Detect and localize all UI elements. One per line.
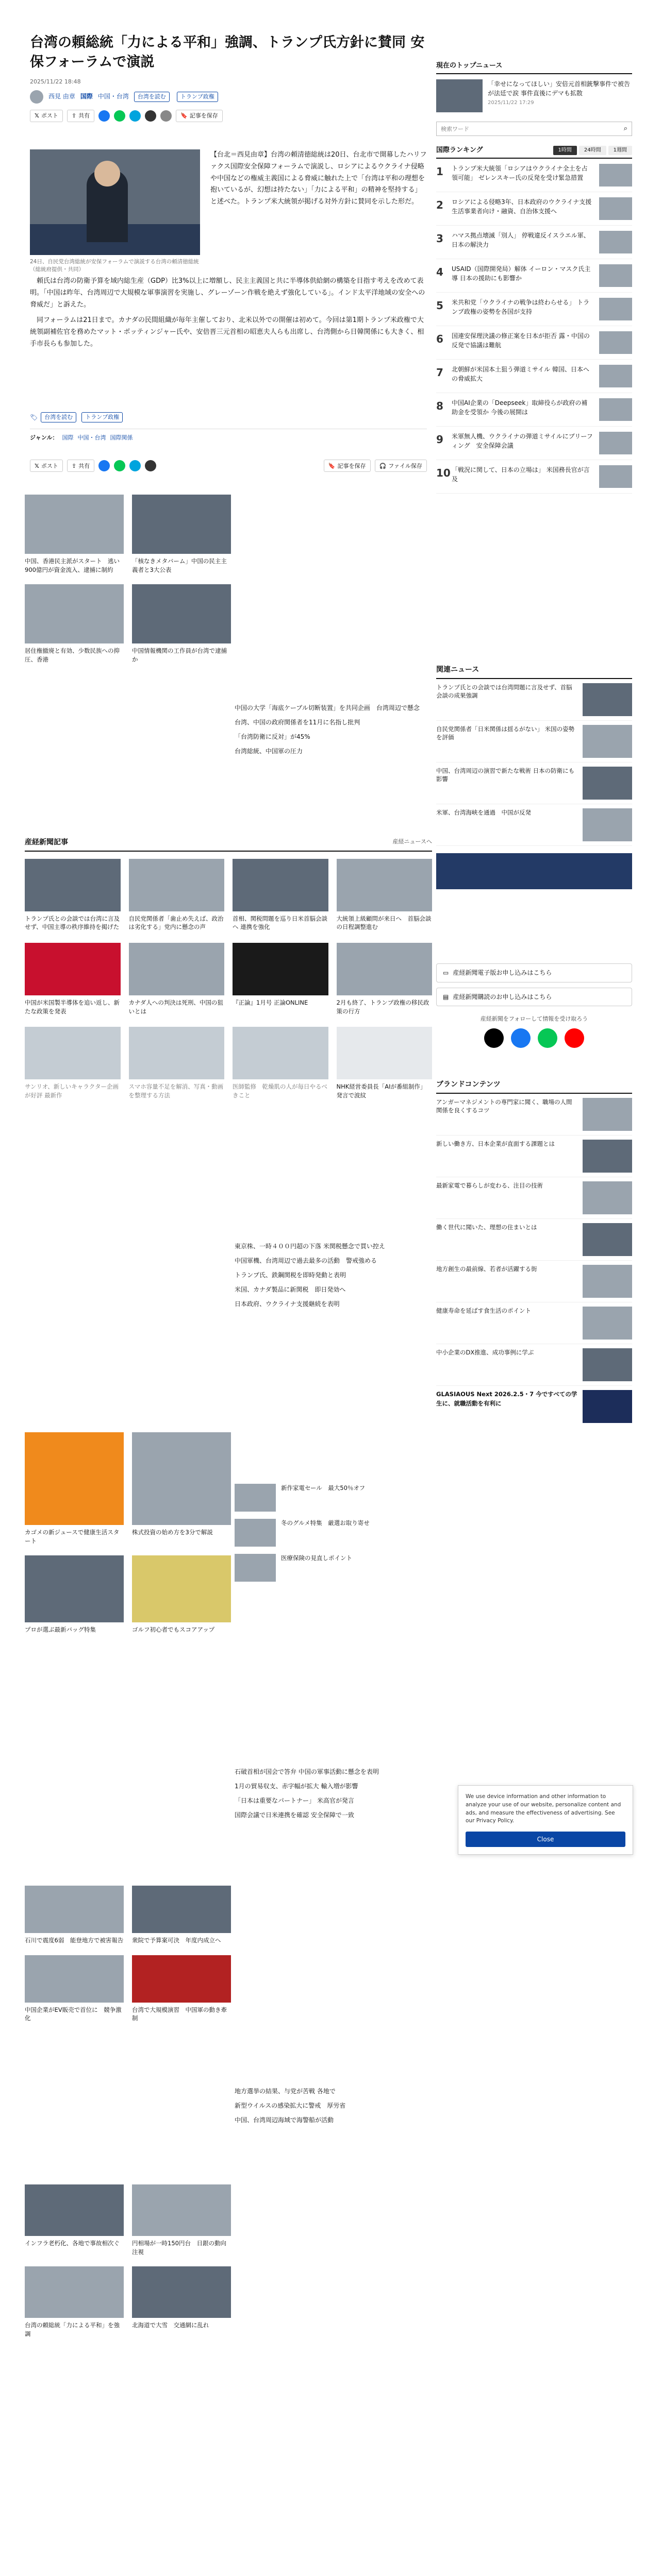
ranking-list [436,159,632,494]
recommend-card[interactable] [337,943,433,1015]
top-news-header: 現在のトップニュース [436,61,632,74]
related-text-item[interactable]: 台湾、中国の政府関係者を11月に名指し批判 [235,719,360,726]
related-card-image [132,584,231,643]
ranking-thumb [599,231,632,253]
bottom-hatena-icon[interactable] [129,460,141,471]
recommend-card[interactable] [129,1027,225,1099]
pr-card[interactable] [25,1432,124,1545]
brand-item[interactable] [436,1219,632,1261]
genre-2[interactable]: 国際関係 [110,434,133,441]
bookmark-icon: 🔖 [328,462,336,469]
more-news-card[interactable] [25,1955,124,2023]
sidebar-related-thumb [583,725,632,758]
more-news-card-image [132,2266,231,2318]
ranking-thumb [599,264,632,287]
recommend-card[interactable] [233,1027,328,1099]
recommend-card-text: 大統領上級顧問が来日へ 首脳会談の日程調整進む [336,914,432,931]
pr-text-item[interactable]: 医療保険の見直しポイント [281,1554,352,1562]
lead-dateline: 【台北＝西見由章】 [210,151,271,159]
recommend-card[interactable] [129,859,225,931]
related-card[interactable] [132,584,231,664]
ranking-number: 3 [436,232,443,245]
more-news-text-item[interactable]: 1月の貿易収支、赤字幅が拡大 輸入増が影響 [235,1783,358,1790]
brand-thumb [583,1265,632,1298]
more-news-text-item[interactable]: 新型ウイルスの感染拡大に警戒 厚労省 [235,2102,346,2109]
brand-text: 中小企業のDX推進、成功事例に学ぶ [436,1348,534,1356]
ranking-number: 9 [436,433,443,446]
bookmark-icon: 🔖 [180,112,188,120]
share-label: 共有 [78,112,90,120]
ranking-text: 北朝鮮が米国本土狙う弾道ミサイル 韓国、日本への脅威拡大 [452,366,589,383]
follow-x-icon[interactable] [484,1028,504,1048]
pr-thumb [235,1484,276,1512]
search-box[interactable] [436,122,632,136]
ranking-number: 7 [436,366,443,379]
recommend-more-link[interactable]: 産経ニュースへ [392,838,432,845]
ranking-tab-1h[interactable]: 1時間 [553,146,577,155]
bottom-save-button[interactable] [324,460,371,472]
subscribe-digital-label: 産経新聞電子版お申し込みはこちら [453,969,552,976]
more-news-card-text: 北海道で大雪 交通網に乱れ [132,2321,209,2329]
ranking-item[interactable] [436,293,632,326]
recommend-card-image [233,859,328,911]
ranking-number: 1 [436,165,443,178]
ranking-thumb [599,398,632,421]
more-news-card-text: インフラ老朽化、各地で事故相次ぐ [25,2240,120,2247]
ranking-number: 6 [436,333,443,346]
brand-item[interactable] [436,1136,632,1177]
cookie-close-button[interactable]: Close [466,1832,625,1847]
more-news-card[interactable] [132,2266,231,2338]
recommend-card-text: トランプ氏との会談では台湾に言及せず、中国主導の秩序維持を掲げた [25,914,120,931]
related-card-text: 居住権撤廃と有効、少数民族への抑圧、香港 [25,647,120,664]
recommend-card[interactable] [129,943,225,1015]
pr-text-item[interactable]: 冬のグルメ特集 厳選お取り寄せ [281,1519,370,1527]
sidebar-related-card[interactable] [436,721,632,762]
bottom-save-label: 記事を保存 [337,462,366,469]
pr-card-image [132,1432,231,1525]
brand-text: アンガーマネジメントの専門家に聞く、職場の人間関係を良くするコツ [436,1098,572,1114]
sidebar-related-text: 中国、台湾周辺の演習で新たな戦術 日本の防衛にも影響 [436,767,575,783]
sidebar-related-text: 米軍、台湾海峡を通過 中国が反発 [436,808,531,816]
brand-text: 健康寿命を延ばす食生活のポイント [436,1307,531,1314]
save-article-label: 記事を保存 [189,112,218,120]
sidebar-related-thumb [583,683,632,716]
article-date: 2025/11/22 18:48 [30,78,81,85]
ranking-text: 米共和党「ウクライナの戦争は終わらせる」 トランプ政権の姿勢を各国が支持 [452,299,590,316]
more-news-card[interactable] [132,1886,231,1945]
brand-thumb [583,1223,632,1256]
ad-banner[interactable] [436,853,632,889]
recommend-card-image [337,1027,433,1079]
ranking-item[interactable] [436,326,632,360]
search-input[interactable] [441,126,624,132]
cookie-dialog [458,1785,633,1855]
bottom-facebook-icon[interactable] [98,460,110,471]
ranking-number: 8 [436,400,443,413]
top-news-thumb [436,79,483,112]
sidebar-related-thumb [583,767,632,800]
more-news-card-image [25,1955,124,2003]
pr-card-image [25,1432,124,1525]
brand-thumb [583,1181,632,1214]
genre-1[interactable]: 中国・台湾 [77,434,106,441]
top-news-date: 2025/11/22 17:29 [488,100,534,106]
more-news-text-item[interactable]: 地方選挙の結果、与党が苦戦 各地で [235,2088,336,2095]
recommend-card-text: 首相、関税問題を巡り日米首脳会談へ 連携を強化 [233,914,327,931]
share-link-icon[interactable] [160,110,172,122]
tag-link-1[interactable]: トランプ政権 [177,92,218,102]
body-paragraph-1: 頼氏は台湾の防衛予算を域内総生産（GDP）比3%以上に増額し、民主主義国と共に半導体供給網の構築を目指す考えを改めて表明。「中国は昨年、台湾周辺で大規模な軍事演習を実施し、グレーゾーン作戦を絶えず強化している」。インド太平洋地域の安全への脅威だ」と訴えた。 [30,277,425,309]
more-news-card-image [25,1886,124,1933]
author-avatar [30,90,43,104]
banner-text[interactable]: GLASIAOUS Next 2026.2.5・7 今ですべての学生に、就職活動を有利に [436,1390,577,1407]
subscribe-paper-label: 産経新聞購読のお申し込みはこちら [453,993,552,1001]
brand-item[interactable] [436,1302,632,1344]
follow-line-icon[interactable] [538,1028,557,1048]
brand-text: 新しい働き方、日本企業が直面する課題とは [436,1140,555,1147]
related-card[interactable] [25,584,124,664]
recommend-text-item[interactable]: トランプ氏、鉄鋼関税を即時発動と表明 [235,1272,346,1279]
pr-thumb [235,1554,276,1582]
newspaper-icon: ▤ [443,993,449,1001]
ranking-item[interactable] [436,192,632,226]
ranking-item[interactable] [436,393,632,427]
pr-card[interactable] [25,1555,124,1634]
recommend-card[interactable] [233,859,328,931]
ranking-text: ロシアによる侵略3年、日本政府のウクライナ支援 生活事業者向け・融資、自治体支援へ [452,198,598,215]
sidebar-related-card[interactable] [436,762,632,804]
ranking-item[interactable] [436,460,632,494]
brand-item[interactable] [436,1094,632,1136]
article-title: 台湾の頼総統「力による平和」強調、トランプ氏方針に賛同 安保フォーラムで演説 [30,35,425,70]
pr-card-text: カゴメの新ジュースで健康生活スタート [25,1529,120,1545]
save-article-button[interactable] [176,110,223,122]
recommend-card[interactable] [233,943,328,1015]
ranking-text: 「戦況に関して、日本の立場は」 米国務長官が言及 [452,466,590,483]
share-x-button[interactable] [30,110,63,122]
share-facebook-icon[interactable] [98,110,110,122]
brand-thumb [583,1348,632,1381]
tag-link-0[interactable]: 台湾を読む [134,92,170,102]
genre-0[interactable]: 国際 [62,434,74,441]
pr-text-item[interactable]: 新作家電セール 最大50％オフ [281,1484,366,1492]
ranking-tab-24h[interactable]: 24時間 [579,146,606,155]
audio-save-label: ファイル保存 [388,462,422,469]
brand-header-title: ブランドコンテンツ [436,1080,501,1089]
related-card-image [25,584,124,643]
recommend-text-item[interactable]: 東京株、一時４００円超の下落 米関税懸念で買い控え [235,1243,385,1250]
recommend-card[interactable] [25,1027,121,1099]
more-news-card-text: 石川で震度6弱 能登地方で被害報告 [25,1937,124,1944]
recommend-card-text: 自民党関係者「歯止め失えば、政治は劣化する」党内に懸念の声 [128,914,224,931]
recommend-card-text: サンリオ、新しいキャラクター企画が好評 最新作 [25,1083,119,1099]
ranking-text: 国連安保理決議の修正案を日本が拒否 露・中国の反発で協議は難航 [452,332,590,349]
pr-card-text: プロが選ぶ最新バッグ特集 [25,1626,96,1634]
recommend-card-image [129,943,225,995]
more-news-text-item[interactable]: 石破首相が国会で答弁 中国の軍事活動に懸念を表明 [235,1768,379,1775]
more-news-card-image [25,2266,124,2318]
recommend-header [25,837,432,852]
recommend-text-item[interactable]: 日本政府、ウクライナ支援継続を表明 [235,1300,340,1308]
brand-header [436,1079,632,1094]
ranking-thumb [599,365,632,387]
sidebar-related-card[interactable] [436,679,632,721]
x-logo-icon: 𝕏 [35,462,39,469]
bottom-share-button[interactable] [67,460,94,472]
related-card-text: 中国、香港民主派がスタート 逃い900億円が資金流入、逮捕に制約 [25,557,120,573]
follow-text: 産経新聞をフォローして情報を受け取ろう [480,1015,588,1023]
ranking-thumb [599,432,632,454]
recommend-card-image [337,943,433,995]
brand-thumb [583,1140,632,1173]
genre-label: ジャンル： [30,434,58,441]
category-link-1[interactable]: 中国・台湾 [97,93,129,100]
brand-thumb [583,1098,632,1131]
more-news-text-item[interactable]: 国際会議で日米連携を確認 安全保障で一致 [235,1811,354,1819]
more-news-card-text: 中国企業がEV販売で首位に 競争激化 [25,2006,122,2022]
bottom-line-icon[interactable] [114,460,125,471]
recommend-card[interactable] [337,859,433,931]
recommend-card-text: 『正論』1月号 正論ONLINE [233,999,308,1007]
ranking-tab-1w[interactable]: 1週間 [608,146,632,155]
article-tag-0[interactable]: 台湾を読む [41,412,76,422]
recommend-card-image [25,943,121,995]
ranking-number: 4 [436,266,443,279]
ranking-item[interactable] [436,226,632,259]
audio-save-button[interactable] [375,460,427,472]
brand-item[interactable] [436,1177,632,1219]
recommend-card[interactable] [25,943,121,1015]
pr-card-text: ゴルフ初心者でもスコアアップ [132,1626,215,1634]
recommend-card-text: 医師監修 乾燥肌の人が毎日やるべきこと [233,1083,327,1099]
more-news-card-text: 円相場が一時150円台 日銀の動向注視 [132,2240,226,2256]
related-card-text: 「核なきメタバーム」中国の民主主義者と3大公表 [132,557,227,573]
recommend-card[interactable] [337,1027,433,1099]
related-card[interactable] [25,495,124,574]
more-news-card[interactable] [25,2266,124,2338]
recommend-card-image [129,859,225,911]
share-icon: ⇪ [71,462,77,469]
ranking-item[interactable] [436,427,632,460]
brand-text: 地方創生の最前線、若者が活躍する街 [436,1265,537,1273]
recommend-card-image [25,859,121,911]
recommend-card-text: NHK経営委員長「AIが番組制作」発言で波紋 [336,1083,426,1099]
recommend-title: 産経新聞記事 [25,838,68,846]
related-text-item[interactable]: 「台湾防衛に反対」が45% [235,733,310,740]
recommend-card-image [233,1027,328,1079]
banner-thumb [583,1390,632,1423]
recommend-card-image [25,1027,121,1079]
more-news-card[interactable] [132,1955,231,2023]
sidebar-related-thumb [583,808,632,841]
ranking-thumb [599,331,632,354]
more-news-card-image [132,2184,231,2236]
pr-card-image [25,1555,124,1622]
share-button[interactable] [67,110,94,122]
photo-caption: 24日、自民党台湾総統が安保フォーラムで演説する台湾の頼清徳総統（総統府提供・共同） [30,259,199,273]
ranking-thumb [599,164,632,187]
pr-thumb [235,1519,276,1547]
body-paragraph-2: 同フォーラムは21日まで。カナダの民間組織が毎年主催しており、北米以外での開催は初めて。今回は第1期トランプ米政権で大統領副補佐官を務めたマット・ポッティンジャー氏や、安倍晋三元首相の昭恵夫人らも出席し、台湾側から日韓関係にも大きく、相手市長らも参加した。 [30,316,424,348]
sidebar-related-card[interactable] [436,804,632,846]
subscribe-digital-button[interactable] [436,963,632,982]
share-icon: ⇪ [71,112,77,120]
ranking-number: 5 [436,299,443,312]
brand-item[interactable] [436,1261,632,1302]
more-news-card-text: 台湾で大規模演習 中国軍の動き牽制 [132,2006,227,2022]
recommend-card-text: 2月も終了、トランプ政権の移民政策の行方 [336,999,429,1015]
cookie-text: We use device information and other information to analyze your use of our website, personalize content and ads, and measure the effectiveness of advertising. See our Privacy Policy. [466,1793,621,1824]
bottom-share-label: 共有 [78,462,90,469]
brand-text: 最新家電で暮らしが変わる、注目の技術 [436,1181,543,1189]
author-name[interactable]: 西見 由章 [48,93,75,100]
ranking-text: ハマス拠点壊滅「別人」 停戦違反イスラエル軍、日本の解決力 [452,232,590,249]
x-logo-icon: 𝕏 [35,112,39,120]
recommend-card-text: 中国が米国製半導体を追い返し、新たな政策を発表 [25,999,120,1015]
ranking-text: 中国AI企業の「Deepseek」取締役らが政府の補助金を受領か 今後の展開は [452,399,588,416]
subscribe-paper-button[interactable] [436,988,632,1007]
ranking-item[interactable] [436,159,632,192]
pr-card-image [132,1555,231,1622]
more-news-text-item[interactable]: 中国、台湾周辺海域で海警船が活動 [235,2116,334,2124]
recommend-card-text: カナダ人への判決は死刑、中国の狙いとは [128,999,223,1015]
recommend-card-image [337,859,433,911]
recommend-card-image [233,943,328,995]
related-card-text: 中国情報機関の工作員が台湾で逮捕か [132,647,227,664]
brand-item[interactable] [436,1344,632,1386]
sidebar-related-text: 自民党関係者「日米関係は揺るがない」 米国の姿勢を評価 [436,725,575,741]
share-post-label: ポスト [41,112,58,120]
more-news-card[interactable] [132,2184,231,2256]
more-news-card-text: 台湾の頼総統「力による平和」を強調 [25,2321,120,2338]
more-news-card-text: 衆院で予算案可決 年度内成立へ [132,1937,221,1944]
share-pocket-icon[interactable] [145,110,156,122]
share-line-icon[interactable] [114,110,125,122]
article-tag-1[interactable]: トランプ政権 [81,412,123,422]
more-news-card-image [25,2184,124,2236]
headphones-icon: 🎧 [379,462,387,469]
category-link-0[interactable]: 国際 [80,93,93,100]
pr-card[interactable] [132,1555,231,1634]
tag-icon: 🏷 [30,413,38,421]
ranking-item[interactable] [436,360,632,393]
ranking-number: 2 [436,199,443,212]
more-news-card[interactable] [25,2184,124,2256]
ranking-text: トランプ米大統領「ロシアはウクライナ全土を占領可能」 ゼレンスキー氏の反発を受け緊急措置 [452,165,588,182]
recommend-text-item[interactable]: 米国、カナダ製品に新関税 即日発効へ [235,1286,346,1293]
recommend-card-text: スマホ容量不足を解消、写真・動画を整理する方法 [128,1083,224,1099]
ranking-item[interactable] [436,259,632,293]
related-card[interactable] [132,495,231,574]
related-text-item[interactable]: 台湾総統、中国軍の圧力 [235,748,303,755]
ranking-text: 米軍無人機、ウクライナの弾道ミサイルにブリーフィング 安全保障会議 [452,433,593,450]
recommend-text-item[interactable]: 中国軍機、台湾周辺で過去最多の活動 警戒強める [235,1257,377,1264]
tablet-icon: ▭ [443,969,449,976]
more-news-card-image [132,1955,231,2003]
bottom-share-x-button[interactable] [30,460,63,472]
recommend-card[interactable] [25,859,121,931]
ranking-thumb [599,298,632,320]
related-card-image [25,495,124,554]
ranking-text: USAID（国際開発局）解体 イーロン・マスク氏主導 日本の援助にも影響か [452,265,591,282]
share-hatena-icon[interactable] [129,110,141,122]
pr-card-text: 株式投資の始め方を3分で解説 [132,1529,213,1536]
follow-facebook-icon[interactable] [511,1028,531,1048]
article-main-photo [30,149,200,255]
top-news-headline[interactable]: 「幸せになってほしい」安倍元首相銃撃事件で被告が法廷で涙 事件直後にデマも拡散 [488,80,631,97]
sidebar-related-header [436,665,632,679]
related-text-item[interactable]: 中国の大学「海底ケーブル切断装置」を共同企画 台湾周辺で懸念 [235,704,420,711]
recommend-card-image [129,1027,225,1079]
related-card-image [132,495,231,554]
bottom-pocket-icon[interactable] [145,460,156,471]
more-news-text-item[interactable]: 「日本は重要なパートナー」 米高官が発言 [235,1797,354,1804]
ranking-thumb [599,197,632,220]
sidebar-related-title: 関連ニュース [436,666,479,674]
search-icon[interactable]: ⌕ [623,125,627,133]
ranking-header: 国際ランキング [436,146,483,155]
bottom-share-post-label: ポスト [41,462,58,469]
sidebar-related-text: トランプ氏との会談では台湾問題に言及せず、首脳会談の成果強調 [436,683,572,700]
brand-text: 働く世代に聞いた、理想の住まいとは [436,1223,537,1231]
ranking-number: 10 [436,467,451,480]
lead-paragraph: 台湾の頼清徳総統は20日、台北市で開幕したハリファクス国際安全保障フォーラムで演説し、ロシアによるウクライナ侵略や中国などの権威主義国による脅威に触れた上で「台湾は平和の理想を抱いているが、幻想は持たない」「力による平和」の精神を堅持する」と述べた。トランプ米大統領が掲げる対外方針に賛同を示した形だ。 [210,151,427,206]
brand-thumb [583,1307,632,1340]
more-news-card[interactable] [25,1886,124,1945]
more-news-card-image [132,1886,231,1933]
ranking-thumb [599,465,632,488]
pr-card[interactable] [132,1432,231,1545]
follow-youtube-icon[interactable] [565,1028,584,1048]
